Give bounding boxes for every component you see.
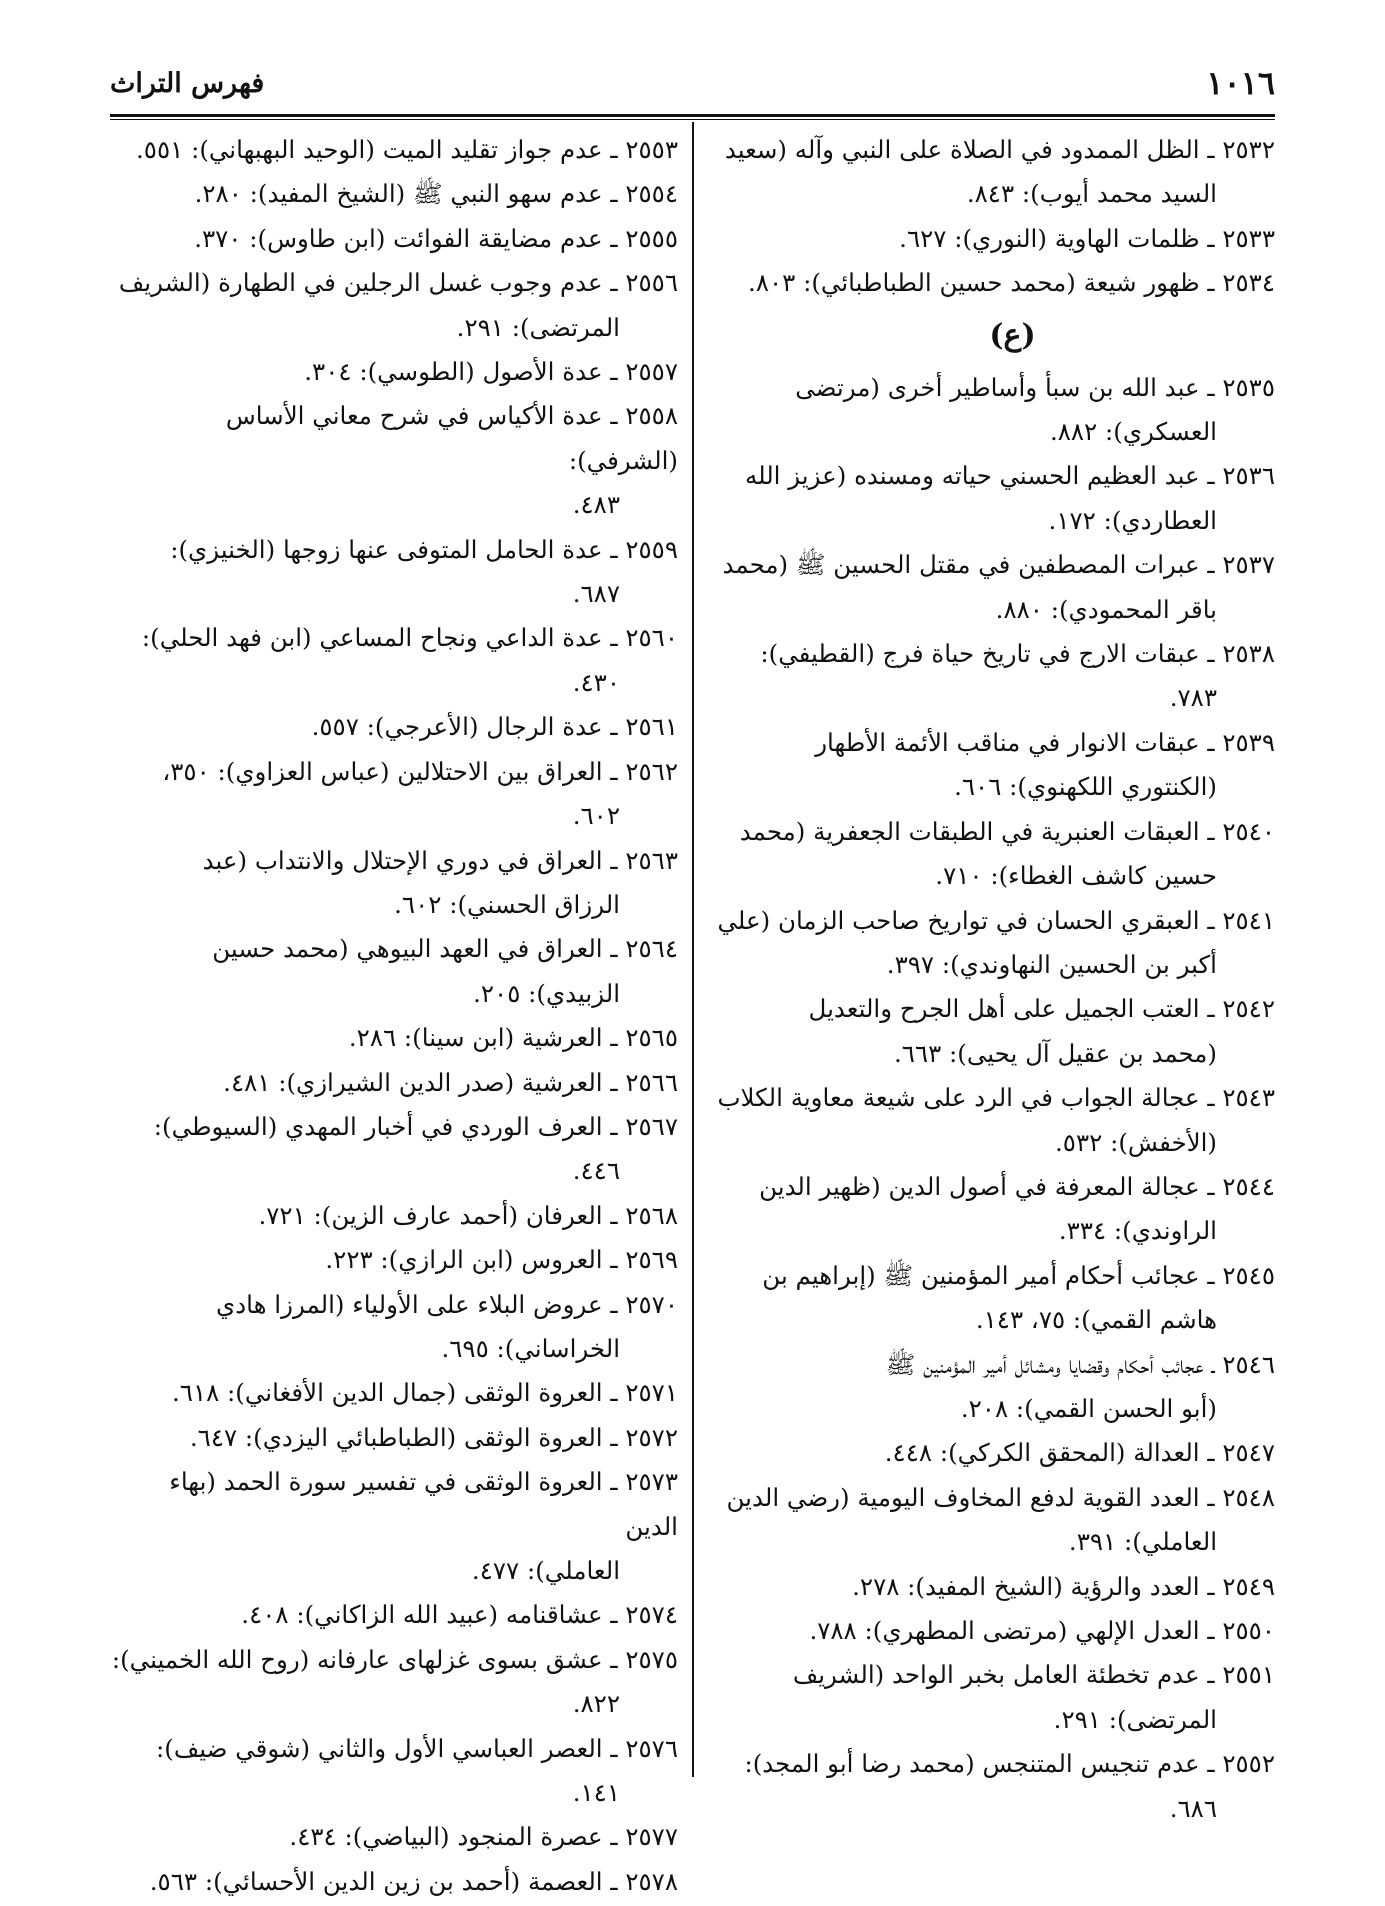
entry-continuation: ٦٨٦.	[1169, 1793, 1217, 1823]
index-entry	[710, 1076, 1275, 1165]
index-entry	[110, 1194, 678, 1238]
entry-title: ٢٥٦٣ ـ العراق في دوري الإحتلال والانتداب (عبد	[202, 845, 678, 875]
index-entry	[110, 217, 678, 261]
entry-title: ٢٥٥٠ ـ العدل الإلهي (مرتضى المطهري): ٧٨٨.	[809, 1616, 1275, 1645]
index-entry	[110, 394, 678, 527]
right-column	[710, 128, 1275, 1831]
entry-title: ٢٥٥٦ ـ عدم وجوب غسل الرجلين في الطهارة (الشريف	[118, 268, 678, 298]
entry-continuation: (محمد بن عقيل آل يحيى): ٦٦٣.	[893, 1038, 1217, 1068]
entry-title: ٢٥٤٥ ـ عجائب أحكام أمير المؤمنين ﷺ (إبراهيم بن	[762, 1260, 1275, 1290]
entry-title: ٢٥٧٣ ـ العروة الوثقى في تفسير سورة الحمد (بهاء الدين	[169, 1467, 678, 1541]
entry-title: ٢٥٥٩ ـ عدة الحامل المتوفى عنها زوجها (الخنيزي):	[170, 534, 678, 564]
entry-title: ٢٥٦٥ ـ العرشية (ابن سينا): ٢٨٦.	[348, 1023, 678, 1053]
entry-title: ٢٥٤١ ـ العبقري الحسان في تواريخ صاحب الزمان (علي	[717, 905, 1275, 935]
index-entry	[710, 810, 1275, 899]
index-entry	[110, 750, 678, 839]
entry-title: ٢٥٤٨ ـ العدد القوية لدفع المخاوف اليومية (رضي الدين	[726, 1482, 1275, 1512]
index-entry	[110, 616, 678, 705]
entry-title: ٢٥٣٢ ـ الظل الممدود في الصلاة على النبي وآله (سعيد	[724, 135, 1275, 164]
entry-title: ٢٥٧٧ ـ عصرة المنجود (البياضي): ٤٣٤.	[289, 1822, 678, 1852]
entry-title: ٢٥٤٢ ـ العتب الجميل على أهل الجرح والتعديل	[808, 994, 1275, 1024]
index-entry	[710, 1165, 1275, 1254]
entry-continuation: ٤٣٠.	[572, 667, 620, 697]
index-entry	[110, 705, 678, 749]
entry-title: ٢٥٥٣ ـ عدم جواز تقليد الميت (الوحيد البهبهاني): ٥٥١.	[136, 135, 678, 164]
index-entry	[710, 543, 1275, 632]
header-rule-thin	[110, 119, 1275, 120]
index-entry	[110, 1593, 678, 1637]
entry-continuation: ٤٨٣.	[572, 490, 620, 520]
entry-title: ٢٥٤٠ ـ العبقات العنبرية في الطبقات الجعفرية (محمد	[739, 816, 1275, 846]
entry-continuation: ٧٨٣.	[1169, 683, 1217, 713]
index-entry	[110, 1815, 678, 1859]
page-number: ١٠١٦	[1206, 64, 1275, 102]
index-entry	[710, 1476, 1275, 1565]
index-entry	[710, 1254, 1275, 1343]
entry-continuation: ٤٤٦.	[572, 1156, 620, 1186]
index-entry	[110, 927, 678, 1016]
entry-continuation: أكبر بن الحسين النهاوندي): ٣٩٧.	[886, 949, 1217, 979]
entry-continuation: المرتضى): ٢٩١.	[1053, 1704, 1217, 1734]
index-entry	[710, 261, 1275, 305]
index-entry	[710, 987, 1275, 1076]
index-entry	[710, 366, 1275, 455]
entry-continuation: المرتضى): ٢٩١.	[456, 312, 620, 342]
entry-continuation: الخراساني): ٦٩٥.	[441, 1333, 620, 1363]
page-header	[110, 62, 1275, 112]
entry-title: ٢٥٧٠ ـ عروض البلاء على الأولياء (المرزا هادي	[216, 1289, 678, 1319]
entry-continuation: (أبو الحسن القمي): ٢٠٨.	[960, 1393, 1217, 1423]
index-entry	[110, 1238, 678, 1282]
index-entry	[710, 1431, 1275, 1475]
entry-continuation: ١٤١.	[572, 1778, 620, 1808]
index-entry	[710, 128, 1275, 217]
index-entry	[710, 1343, 1275, 1432]
entry-title: ٢٥٥٧ ـ عدة الأصول (الطوسي): ٣٠٤.	[304, 357, 678, 387]
entry-continuation: ٦٨٧.	[572, 579, 620, 609]
entry-title: ٢٥٤٧ ـ العدالة (المحقق الكركي): ٤٤٨.	[884, 1438, 1275, 1468]
entry-title: ٢٥٧١ ـ العروة الوثقى (جمال الدين الأفغاني): ٦١٨.	[171, 1378, 678, 1408]
entry-title: ٢٥٣٥ ـ عبد الله بن سبأ وأساطير أخرى (مرتضى	[795, 372, 1275, 402]
entry-title: ٢٥٦١ ـ عدة الرجال (الأعرجي): ٥٥٧.	[311, 712, 678, 742]
entry-title: ٢٥٤٤ ـ عجالة المعرفة في أصول الدين (ظهير الدين	[759, 1171, 1275, 1201]
index-entry	[710, 1565, 1275, 1609]
index-entry	[110, 1416, 678, 1460]
entry-continuation: الزبيدي): ٢٠٥.	[473, 978, 620, 1008]
index-entry	[110, 528, 678, 617]
entry-continuation: (الكنتوري اللكهنوي): ٦٠٦.	[954, 772, 1217, 802]
section-letter: (ع)	[989, 317, 1036, 353]
entry-title: ٢٥٦٨ ـ العرفان (أحمد عارف الزين): ٧٢١.	[258, 1200, 678, 1230]
entry-continuation: العسكري): ٨٨٢.	[1049, 417, 1217, 447]
index-entry	[710, 632, 1275, 721]
entry-title: ٢٥٥٨ ـ عدة الأكياس في شرح معاني الأساس (الشرفي):	[225, 401, 678, 475]
header-rule	[110, 114, 1275, 117]
entry-title: ٢٥٧٤ ـ عشاقنامه (عبيد الله الزاكاني): ٤٠٨.	[241, 1600, 678, 1630]
column-divider	[692, 122, 694, 1777]
left-column	[110, 128, 678, 1904]
entry-continuation: ٨٢٢.	[572, 1689, 620, 1719]
index-entry	[110, 1061, 678, 1105]
entry-continuation: ٦٠٢.	[572, 801, 620, 831]
index-entry	[110, 839, 678, 928]
entry-title: ٢٥٦٠ ـ عدة الداعي ونجاح المساعي (ابن فهد الحلي):	[141, 623, 678, 653]
entry-continuation: العطاردي): ١٧٢.	[1048, 505, 1217, 535]
index-entry	[110, 128, 678, 172]
entry-title: ٢٥٥٤ ـ عدم سهو النبي ﷺ (الشيخ المفيد): ٢٨٠.	[194, 179, 678, 209]
entry-title: ٢٥٧٦ ـ العصر العباسي الأول والثاني (شوقي ضيف):	[156, 1733, 678, 1763]
entry-continuation: السيد محمد أيوب): ٨٤٣.	[966, 179, 1217, 209]
index-entry	[110, 1371, 678, 1415]
entry-title: ٢٥٣٣ ـ ظلمات الهاوية (النوري): ٦٢٧.	[899, 223, 1275, 253]
entry-title: ٢٥٤٣ ـ عجالة الجواب في الرد على شيعة معاوية الكلاب	[717, 1083, 1275, 1113]
index-entry	[710, 721, 1275, 810]
entry-title: ٢٥٥١ ـ عدم تخطئة العامل بخبر الواحد (الشريف	[792, 1660, 1275, 1690]
index-entry	[710, 1653, 1275, 1742]
index-entry	[710, 1609, 1275, 1653]
entry-title: ٢٥٦٧ ـ العرف الوردي في أخبار المهدي (السيوطي):	[153, 1111, 678, 1141]
entry-title: ٢٥٣٨ ـ عبقات الارج في تاريخ حياة فرج (القطيفي):	[760, 639, 1275, 669]
entry-continuation: العاملي): ٤٧٧.	[471, 1556, 620, 1585]
index-entry	[110, 1460, 678, 1593]
index-entry	[710, 454, 1275, 543]
index-entry	[710, 217, 1275, 261]
entry-title: ٢٥٤٩ ـ العدد والرؤية (الشيخ المفيد): ٢٧٨.	[852, 1571, 1275, 1601]
index-entry	[110, 1860, 678, 1904]
entry-title: ٢٥٣٦ ـ عبد العظيم الحسني حياته ومسنده (عزيز الله	[744, 461, 1275, 491]
index-entry	[110, 261, 678, 350]
entry-title: ٢٥٦٩ ـ العروس (ابن الرازي): ٢٢٣.	[325, 1245, 678, 1275]
entry-continuation: العاملي): ٣٩١.	[1068, 1527, 1217, 1557]
entry-title: ٢٥٦٤ ـ العراق في العهد البيوهي (محمد حسين	[212, 934, 678, 964]
entry-title: ٢٥٧٨ ـ العصمة (أحمد بن زين الدين الأحسائي): ٥٦٣.	[149, 1866, 678, 1896]
index-entry	[110, 1283, 678, 1372]
entry-title: ٢٥٦٢ ـ العراق بين الاحتلالين (عباس العزاوي): ٣٥٠،	[162, 756, 678, 786]
index-entry	[110, 1638, 678, 1727]
entry-title: ٢٥٣٧ ـ عبرات المصطفين في مقتل الحسين ﷺ (محمد	[722, 550, 1275, 580]
entry-title: ٢٥٣٤ ـ ظهور شيعة (محمد حسين الطباطبائي): ٨٠٣.	[748, 268, 1275, 298]
entry-title: ٢٥٧٥ ـ عشق بسوى غزلهاى عارفانه (روح الله الخميني):	[111, 1644, 678, 1674]
entry-title: ٢٥٥٢ ـ عدم تنجيس المتنجس (محمد رضا أبو المجد):	[744, 1749, 1275, 1779]
entry-continuation: الراوندي): ٣٣٤.	[1058, 1216, 1217, 1246]
entry-title: ٢٥٣٩ ـ عبقات الانوار في مناقب الأئمة الأطهار	[815, 727, 1275, 757]
index-entry	[110, 1016, 678, 1060]
entry-continuation: (الأخفش): ٥٣٢.	[1055, 1127, 1217, 1157]
running-title: فهرس التراث	[110, 68, 265, 99]
entry-continuation: حسين كاشف الغطاء): ٧١٠.	[935, 861, 1217, 891]
index-entry	[110, 350, 678, 394]
entry-continuation: هاشم القمي): ٧٥، ١٤٣.	[975, 1305, 1217, 1335]
index-entry	[110, 1727, 678, 1816]
entry-continuation: باقر المحمودي): ٨٨٠.	[995, 594, 1217, 624]
index-entry	[710, 899, 1275, 988]
entry-title: ٢٥٦٦ ـ العرشية (صدر الدين الشيرازي): ٤٨١.	[223, 1067, 678, 1097]
entry-title: ٢٥٥٥ ـ عدم مضايقة الفوائت (ابن طاوس): ٣٧٠.	[194, 223, 678, 253]
index-entry	[110, 1105, 678, 1194]
entry-title: ٢٥٧٢ ـ العروة الوثقى (الطباطبائي اليزدي): ٦٤٧.	[189, 1422, 678, 1452]
entry-continuation: الرزاق الحسني): ٦٠٢.	[394, 889, 620, 919]
entry-title: ٢٥٤٦ ـ عجائب أحكام وقضايا ومشائل أمير المؤمنين ﷺ	[885, 1349, 1275, 1379]
index-entry	[710, 1742, 1275, 1831]
index-entry	[110, 172, 678, 216]
